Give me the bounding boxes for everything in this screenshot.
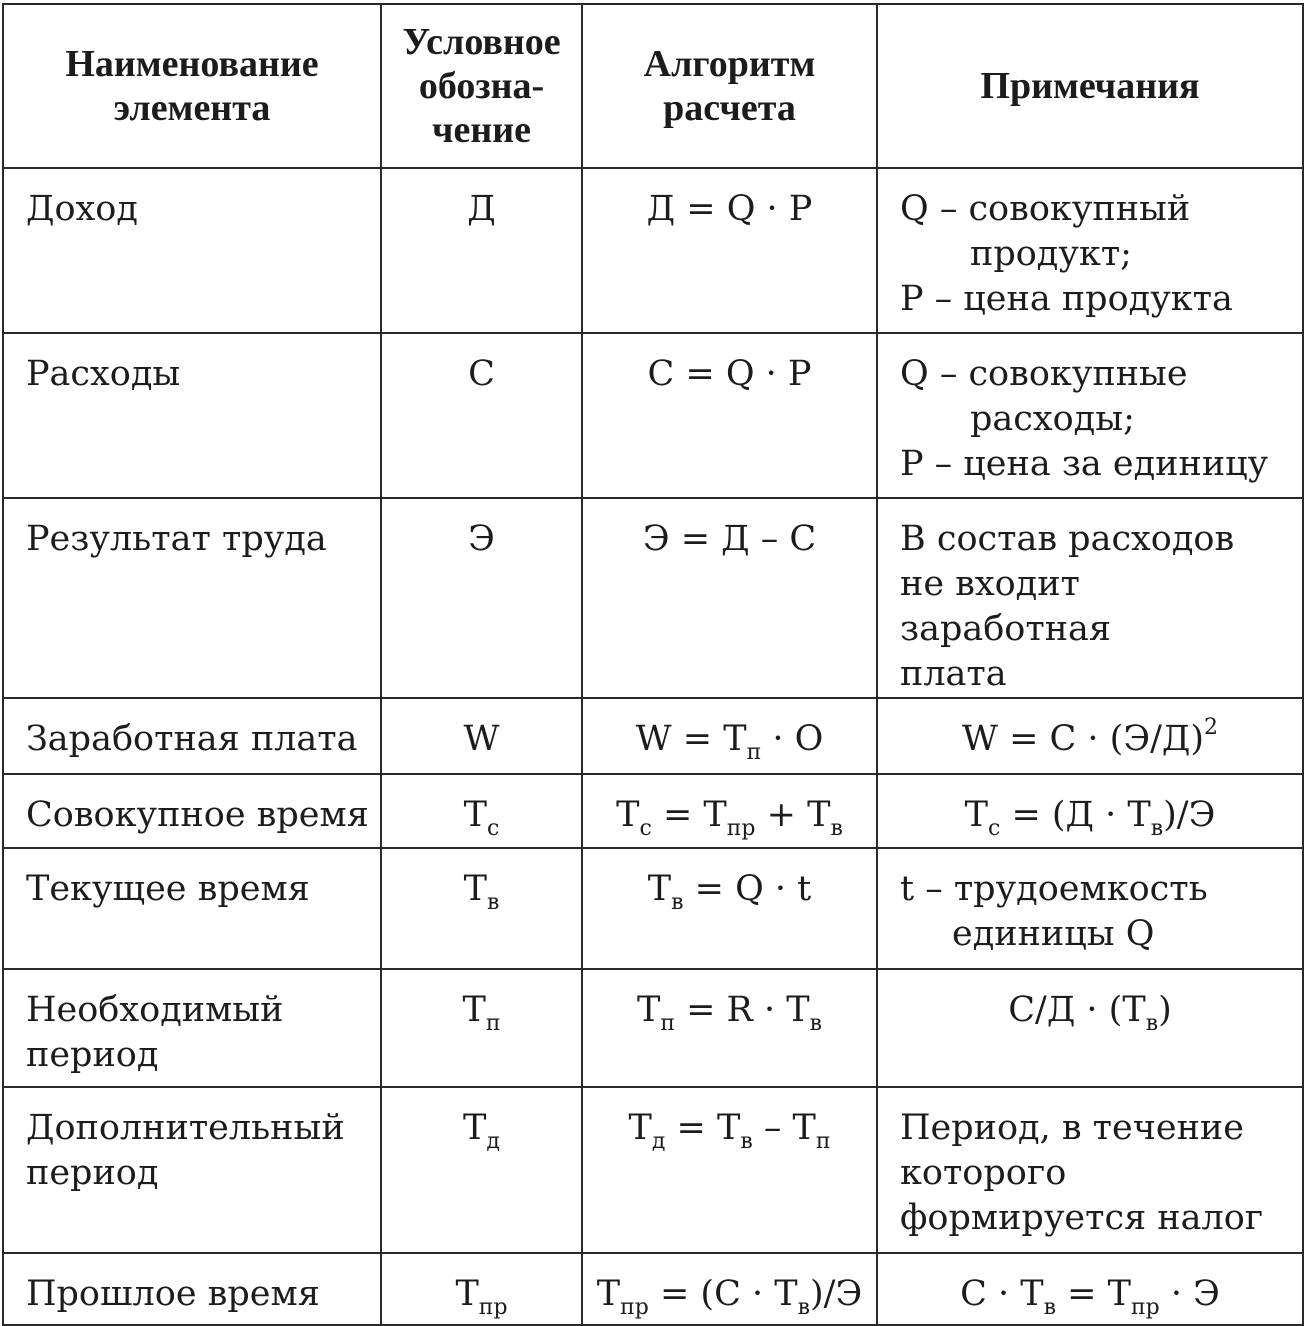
row-algorithm: Э = Д – С xyxy=(582,498,877,698)
row-notes: В состав расходов не входит заработная плата xyxy=(877,498,1303,698)
row-symbol: С xyxy=(381,333,582,498)
row-symbol: Э xyxy=(381,498,582,698)
table-row xyxy=(3,848,1303,969)
row-notes: $T_с = (Д \cdot T_в)/Э$ xyxy=(877,774,1303,848)
row-notes: $С/Д \cdot (T_в)$ xyxy=(877,969,1303,1087)
row-notes: t – трудоемкость единицы Q xyxy=(877,848,1303,969)
table-row xyxy=(3,168,1303,333)
row-algorithm: $T_п = R \cdot T_в$ xyxy=(582,969,877,1087)
row-symbol: $T_с$ xyxy=(381,774,582,848)
row-notes: $С \cdot T_в = T_{пр} \cdot Э$ xyxy=(877,1253,1303,1325)
row-symbol: Д xyxy=(381,168,582,333)
row-name: Текущее время xyxy=(3,848,381,969)
row-algorithm: $T_д = T_в - T_п$ xyxy=(582,1087,877,1253)
table-row xyxy=(3,1253,1303,1325)
row-symbol: W xyxy=(381,698,582,774)
row-algorithm: $T_в = Q \cdot t$ xyxy=(582,848,877,969)
row-name: Результат труда xyxy=(3,498,381,698)
header-row xyxy=(3,4,1303,168)
row-notes: Период, в течение которого формируется налог xyxy=(877,1087,1303,1253)
row-algorithm: Д = Q · P xyxy=(582,168,877,333)
table-row xyxy=(3,969,1303,1087)
row-algorithm: С = Q · P xyxy=(582,333,877,498)
table-row xyxy=(3,774,1303,848)
elements-table xyxy=(2,3,1304,1326)
header-symbol: Условное обозна- чение xyxy=(381,4,582,168)
row-symbol: $T_д$ xyxy=(381,1087,582,1253)
row-algorithm: $T_с = T_{пр} + T_в$ xyxy=(582,774,877,848)
row-symbol: $T_п$ xyxy=(381,969,582,1087)
row-notes: Q – совокупные расходы; P – цена за единицу xyxy=(877,333,1303,498)
row-name: Расходы xyxy=(3,333,381,498)
row-name: Необходимый период xyxy=(3,969,381,1087)
row-notes: Q – совокупный продукт; P – цена продукта xyxy=(877,168,1303,333)
row-algorithm: $T_{пр} = (С \cdot T_в)/Э$ xyxy=(582,1253,877,1325)
row-name: Совокупное время xyxy=(3,774,381,848)
row-algorithm: $W = T_п \cdot O$ xyxy=(582,698,877,774)
row-name: Доход xyxy=(3,168,381,333)
table-row xyxy=(3,333,1303,498)
row-symbol: $T_в$ xyxy=(381,848,582,969)
table-row xyxy=(3,1087,1303,1253)
row-notes: $W = C \cdot (Э/Д)^2$ xyxy=(877,698,1303,774)
header-algorithm: Алгоритм расчета xyxy=(582,4,877,168)
table-row xyxy=(3,498,1303,698)
table-row xyxy=(3,698,1303,774)
row-name: Заработная плата xyxy=(3,698,381,774)
row-name: Дополнительный период xyxy=(3,1087,381,1253)
header-name: Наименование элемента xyxy=(3,4,381,168)
header-notes: Примечания xyxy=(877,4,1303,168)
row-name: Прошлое время xyxy=(3,1253,381,1325)
row-symbol: $T_{пр}$ xyxy=(381,1253,582,1325)
